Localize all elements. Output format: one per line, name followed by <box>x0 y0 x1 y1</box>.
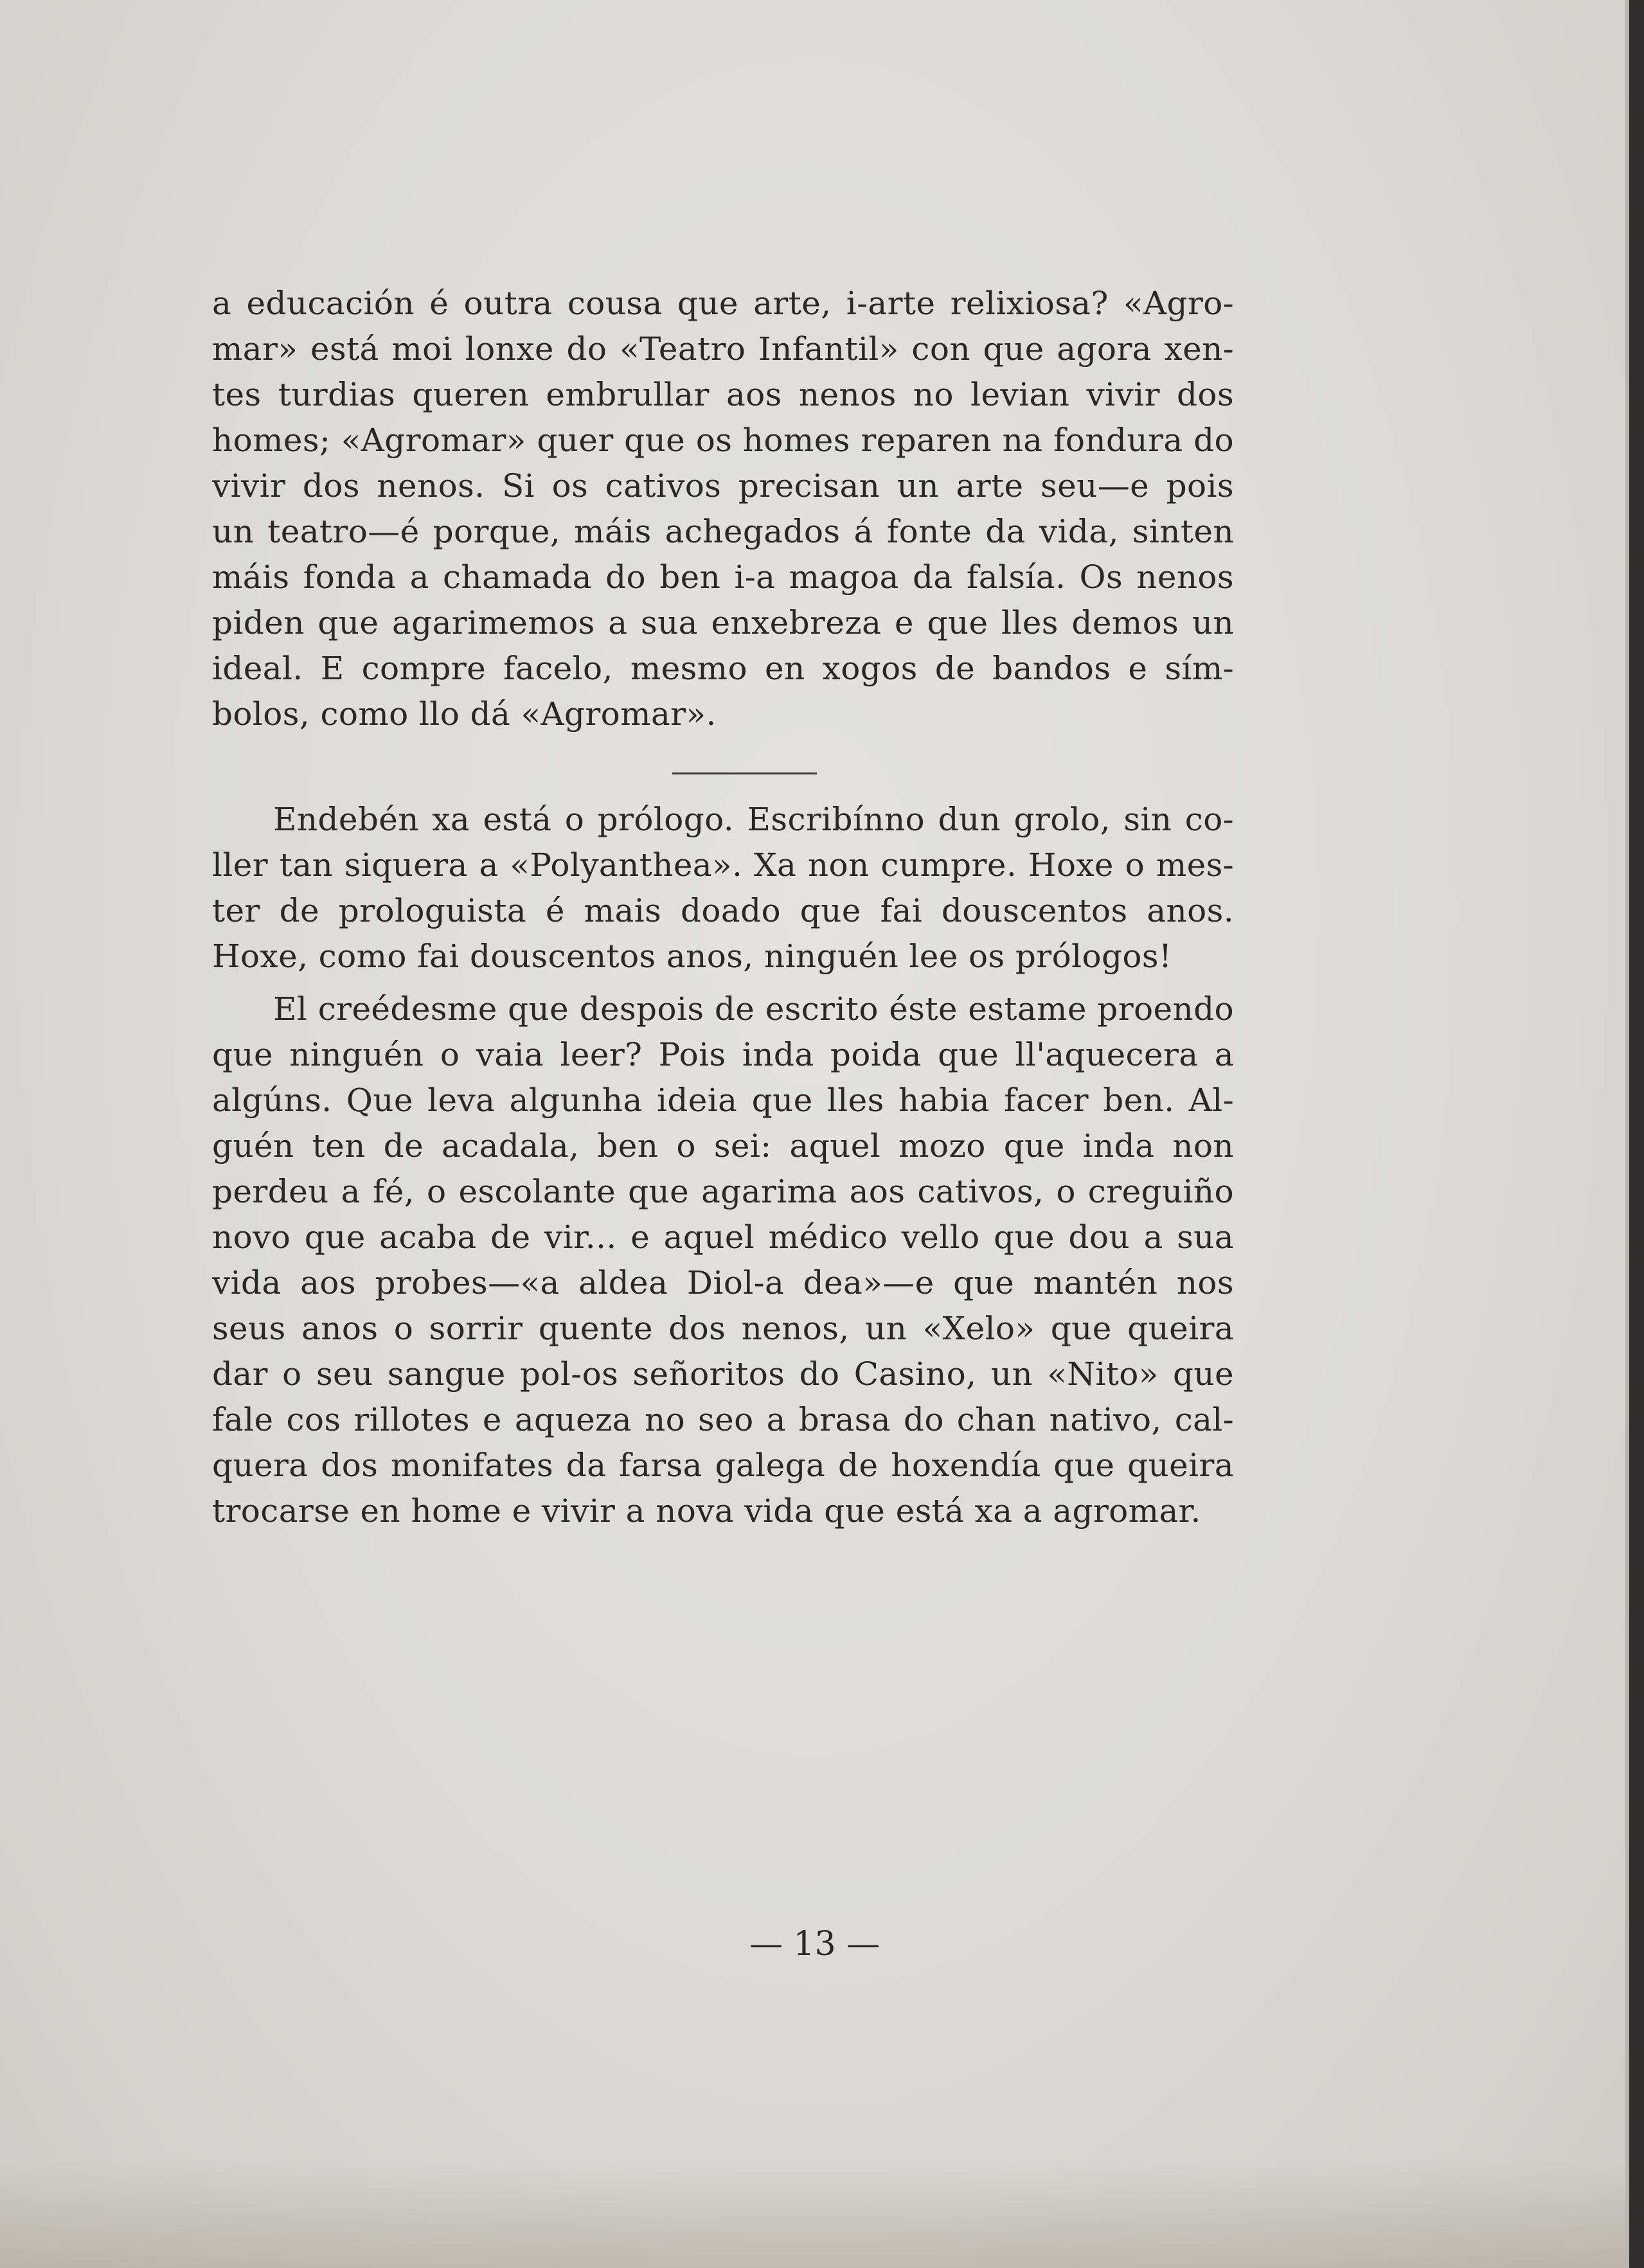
text-line: ter de prologuista é mais doado que fai douscentos anos. <box>212 892 1234 929</box>
text-line: dar o seu sangue pol-os señoritos do Casino, un «Nito» que <box>212 1355 1234 1393</box>
text-line: vida aos probes—«a aldea Diol-a dea»—e que mantén nos <box>212 1264 1234 1301</box>
text-line: ideal. E compre facelo, mesmo en xogos de bandos e sím- <box>212 650 1234 687</box>
text-line: ller tan siquera a «Polyanthea». Xa non cumpre. Hoxe o mes- <box>212 846 1234 884</box>
text-line: Hoxe, como fai douscentos anos, ninguén lee os prólogos! <box>212 938 1172 975</box>
page-foxing-stain <box>0 2159 1625 2268</box>
text-line: tes turdias queren embrullar aos nenos no levian vivir dos <box>212 376 1234 413</box>
text-line: piden que agarimemos a sua enxebreza e que lles demos un <box>212 604 1234 641</box>
text-line: Endebén xa está o prólogo. Escribínno dun grolo, sin co- <box>273 801 1234 838</box>
paragraph-1 <box>212 281 1234 737</box>
text-line: mar» está moi lonxe do «Teatro Infantil» con que agora xen- <box>212 330 1234 368</box>
text-line: que ninguén o vaia leer? Pois inda poida que ll'aquecera a <box>212 1036 1234 1073</box>
text-line: novo que acaba de vir... e aquel médico vello que dou a sua <box>212 1219 1234 1256</box>
text-line: homes; «Agromar» quer que os homes reparen na fondura do <box>212 422 1234 459</box>
page-number: — 13 — <box>749 1925 880 1963</box>
text-line: a educación é outra cousa que arte, i-arte relixiosa? «Agro- <box>212 285 1234 322</box>
text-line: fale cos rillotes e aqueza no seo a brasa do chan nativo, cal- <box>212 1401 1234 1438</box>
text-line: un teatro—é porque, máis achegados á fonte da vida, sinten <box>212 513 1234 550</box>
text-line: máis fonda a chamada do ben i-a magoa da falsía. Os nenos <box>212 558 1234 596</box>
text-line: perdeu a fé, o escolante que agarima aos cativos, o creguiño <box>212 1173 1234 1210</box>
text-line: trocarse en home e vivir a nova vida que está xa a agromar. <box>212 1492 1201 1530</box>
text-line: vivir dos nenos. Si os cativos precisan un arte seu—e pois <box>212 467 1234 504</box>
text-line: bolos, como llo dá «Agromar». <box>212 695 717 733</box>
paragraph-3 <box>212 987 1234 1534</box>
text-line: algúns. Que leva algunha ideia que lles habia facer ben. Al- <box>212 1082 1234 1119</box>
text-line: El creédesme que despois de escrito éste estame proendo <box>273 990 1234 1028</box>
text-line: quera dos monifates da farsa galega de hoxendía que queira <box>212 1447 1234 1484</box>
section-divider-rule <box>672 772 817 774</box>
paragraph-2 <box>212 797 1234 979</box>
text-line: guén ten de acadala, ben o sei: aquel mozo que inda non <box>212 1127 1234 1165</box>
text-line: seus anos o sorrir quente dos nenos, un «Xelo» que queira <box>212 1310 1234 1347</box>
